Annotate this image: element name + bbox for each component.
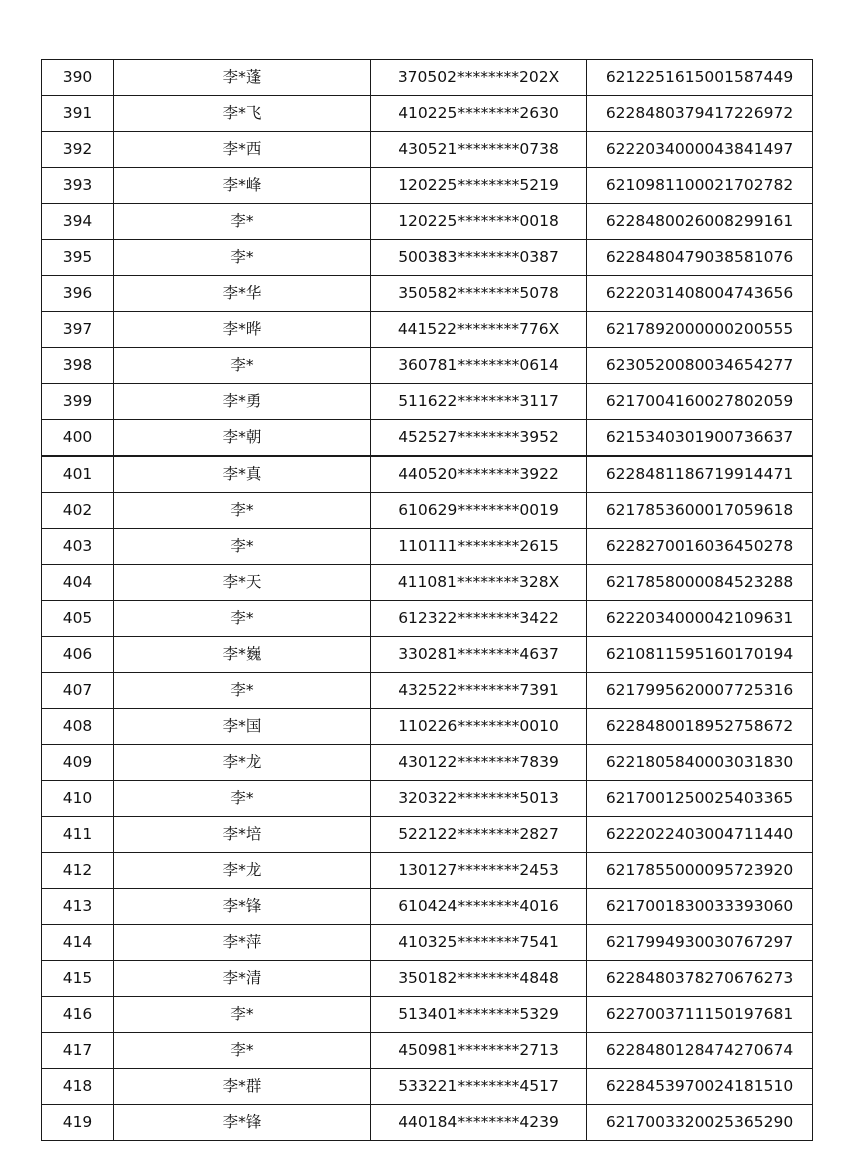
cell-account-number: 6230520080034654277 (587, 348, 813, 384)
cell-account-number: 6228480379417226972 (587, 96, 813, 132)
table-row (42, 961, 813, 997)
cell-no: 394 (42, 204, 114, 240)
cell-no: 416 (42, 997, 114, 1033)
table-row (42, 1069, 813, 1105)
records-table (41, 59, 813, 1141)
cell-no: 419 (42, 1105, 114, 1141)
cell-name: 李* (114, 204, 371, 240)
cell-no: 417 (42, 1033, 114, 1069)
table-row (42, 637, 813, 673)
cell-id-number: 610424********4016 (371, 889, 587, 925)
cell-name: 李*培 (114, 817, 371, 853)
cell-id-number: 500383********0387 (371, 240, 587, 276)
cell-no: 406 (42, 637, 114, 673)
table-row (42, 456, 813, 493)
cell-name: 李* (114, 529, 371, 565)
cell-name: 李*龙 (114, 745, 371, 781)
cell-account-number: 6217855000095723920 (587, 853, 813, 889)
cell-name: 李*国 (114, 709, 371, 745)
cell-id-number: 411081********328X (371, 565, 587, 601)
cell-name: 李*峰 (114, 168, 371, 204)
table-row (42, 889, 813, 925)
cell-account-number: 6217853600017059618 (587, 493, 813, 529)
cell-name: 李* (114, 673, 371, 709)
cell-id-number: 432522********7391 (371, 673, 587, 709)
cell-id-number: 110111********2615 (371, 529, 587, 565)
cell-account-number: 6217994930030767297 (587, 925, 813, 961)
cell-name: 李* (114, 348, 371, 384)
cell-no: 408 (42, 709, 114, 745)
cell-id-number: 320322********5013 (371, 781, 587, 817)
cell-id-number: 430521********0738 (371, 132, 587, 168)
table-row (42, 168, 813, 204)
cell-name: 李*天 (114, 565, 371, 601)
cell-no: 392 (42, 132, 114, 168)
cell-name: 李*清 (114, 961, 371, 997)
cell-id-number: 330281********4637 (371, 637, 587, 673)
cell-name: 李*朝 (114, 420, 371, 457)
table-row (42, 420, 813, 457)
cell-id-number: 430122********7839 (371, 745, 587, 781)
cell-id-number: 360781********0614 (371, 348, 587, 384)
table-row (42, 997, 813, 1033)
table-row (42, 132, 813, 168)
cell-name: 李*锋 (114, 889, 371, 925)
cell-account-number: 6221805840003031830 (587, 745, 813, 781)
cell-account-number: 6215340301900736637 (587, 420, 813, 457)
cell-id-number: 440520********3922 (371, 456, 587, 493)
table-row (42, 1033, 813, 1069)
cell-id-number: 120225********5219 (371, 168, 587, 204)
cell-account-number: 6222034000042109631 (587, 601, 813, 637)
table-row (42, 96, 813, 132)
cell-id-number: 370502********202X (371, 60, 587, 96)
table-row (42, 276, 813, 312)
cell-id-number: 130127********2453 (371, 853, 587, 889)
cell-account-number: 6217001830033393060 (587, 889, 813, 925)
cell-name: 李* (114, 1033, 371, 1069)
cell-no: 398 (42, 348, 114, 384)
cell-account-number: 6228481186719914471 (587, 456, 813, 493)
cell-no: 393 (42, 168, 114, 204)
cell-account-number: 6228480128474270674 (587, 1033, 813, 1069)
cell-name: 李* (114, 240, 371, 276)
cell-name: 李*真 (114, 456, 371, 493)
cell-account-number: 6222022403004711440 (587, 817, 813, 853)
cell-name: 李*龙 (114, 853, 371, 889)
cell-account-number: 6217001250025403365 (587, 781, 813, 817)
cell-no: 395 (42, 240, 114, 276)
table-row (42, 673, 813, 709)
cell-account-number: 6210811595160170194 (587, 637, 813, 673)
cell-id-number: 410225********2630 (371, 96, 587, 132)
cell-no: 405 (42, 601, 114, 637)
table-row (42, 1105, 813, 1141)
cell-no: 402 (42, 493, 114, 529)
cell-account-number: 6228480378270676273 (587, 961, 813, 997)
cell-name: 李*华 (114, 276, 371, 312)
cell-id-number: 410325********7541 (371, 925, 587, 961)
cell-id-number: 110226********0010 (371, 709, 587, 745)
cell-id-number: 350182********4848 (371, 961, 587, 997)
cell-no: 414 (42, 925, 114, 961)
cell-no: 401 (42, 456, 114, 493)
table-row (42, 781, 813, 817)
records-table-body (42, 60, 813, 1141)
cell-no: 390 (42, 60, 114, 96)
cell-no: 418 (42, 1069, 114, 1105)
table-row (42, 601, 813, 637)
cell-id-number: 522122********2827 (371, 817, 587, 853)
table-row (42, 565, 813, 601)
cell-account-number: 6228480026008299161 (587, 204, 813, 240)
cell-account-number: 6217004160027802059 (587, 384, 813, 420)
cell-no: 391 (42, 96, 114, 132)
table-row (42, 925, 813, 961)
cell-account-number: 6228480479038581076 (587, 240, 813, 276)
cell-no: 413 (42, 889, 114, 925)
table-row (42, 312, 813, 348)
table-row (42, 60, 813, 96)
cell-account-number: 6210981100021702782 (587, 168, 813, 204)
cell-no: 400 (42, 420, 114, 457)
cell-no: 396 (42, 276, 114, 312)
cell-account-number: 6222034000043841497 (587, 132, 813, 168)
cell-name: 李*勇 (114, 384, 371, 420)
cell-account-number: 6217892000000200555 (587, 312, 813, 348)
table-row (42, 709, 813, 745)
cell-no: 407 (42, 673, 114, 709)
cell-no: 409 (42, 745, 114, 781)
cell-id-number: 511622********3117 (371, 384, 587, 420)
cell-account-number: 6227003711150197681 (587, 997, 813, 1033)
table-row (42, 240, 813, 276)
cell-id-number: 440184********4239 (371, 1105, 587, 1141)
cell-account-number: 6217003320025365290 (587, 1105, 813, 1141)
cell-id-number: 612322********3422 (371, 601, 587, 637)
cell-account-number: 6228270016036450278 (587, 529, 813, 565)
cell-no: 415 (42, 961, 114, 997)
cell-id-number: 350582********5078 (371, 276, 587, 312)
cell-id-number: 450981********2713 (371, 1033, 587, 1069)
cell-no: 404 (42, 565, 114, 601)
cell-name: 李* (114, 493, 371, 529)
cell-name: 李*蓬 (114, 60, 371, 96)
table-row (42, 853, 813, 889)
table-row (42, 745, 813, 781)
table-row (42, 817, 813, 853)
table-row (42, 348, 813, 384)
table-row (42, 493, 813, 529)
cell-name: 李* (114, 997, 371, 1033)
cell-id-number: 533221********4517 (371, 1069, 587, 1105)
cell-name: 李*群 (114, 1069, 371, 1105)
cell-name: 李*飞 (114, 96, 371, 132)
cell-name: 李* (114, 781, 371, 817)
cell-id-number: 441522********776X (371, 312, 587, 348)
cell-account-number: 6228480018952758672 (587, 709, 813, 745)
table-row (42, 384, 813, 420)
cell-id-number: 120225********0018 (371, 204, 587, 240)
cell-no: 412 (42, 853, 114, 889)
cell-no: 397 (42, 312, 114, 348)
table-row (42, 204, 813, 240)
cell-name: 李*锋 (114, 1105, 371, 1141)
cell-id-number: 610629********0019 (371, 493, 587, 529)
cell-name: 李* (114, 601, 371, 637)
cell-name: 李*巍 (114, 637, 371, 673)
cell-no: 410 (42, 781, 114, 817)
cell-name: 李*萍 (114, 925, 371, 961)
cell-account-number: 6228453970024181510 (587, 1069, 813, 1105)
cell-id-number: 452527********3952 (371, 420, 587, 457)
cell-name: 李*晔 (114, 312, 371, 348)
cell-account-number: 6217858000084523288 (587, 565, 813, 601)
cell-account-number: 6212251615001587449 (587, 60, 813, 96)
cell-name: 李*西 (114, 132, 371, 168)
cell-no: 411 (42, 817, 114, 853)
cell-account-number: 6217995620007725316 (587, 673, 813, 709)
cell-no: 399 (42, 384, 114, 420)
cell-no: 403 (42, 529, 114, 565)
cell-id-number: 513401********5329 (371, 997, 587, 1033)
table-row (42, 529, 813, 565)
cell-account-number: 6222031408004743656 (587, 276, 813, 312)
